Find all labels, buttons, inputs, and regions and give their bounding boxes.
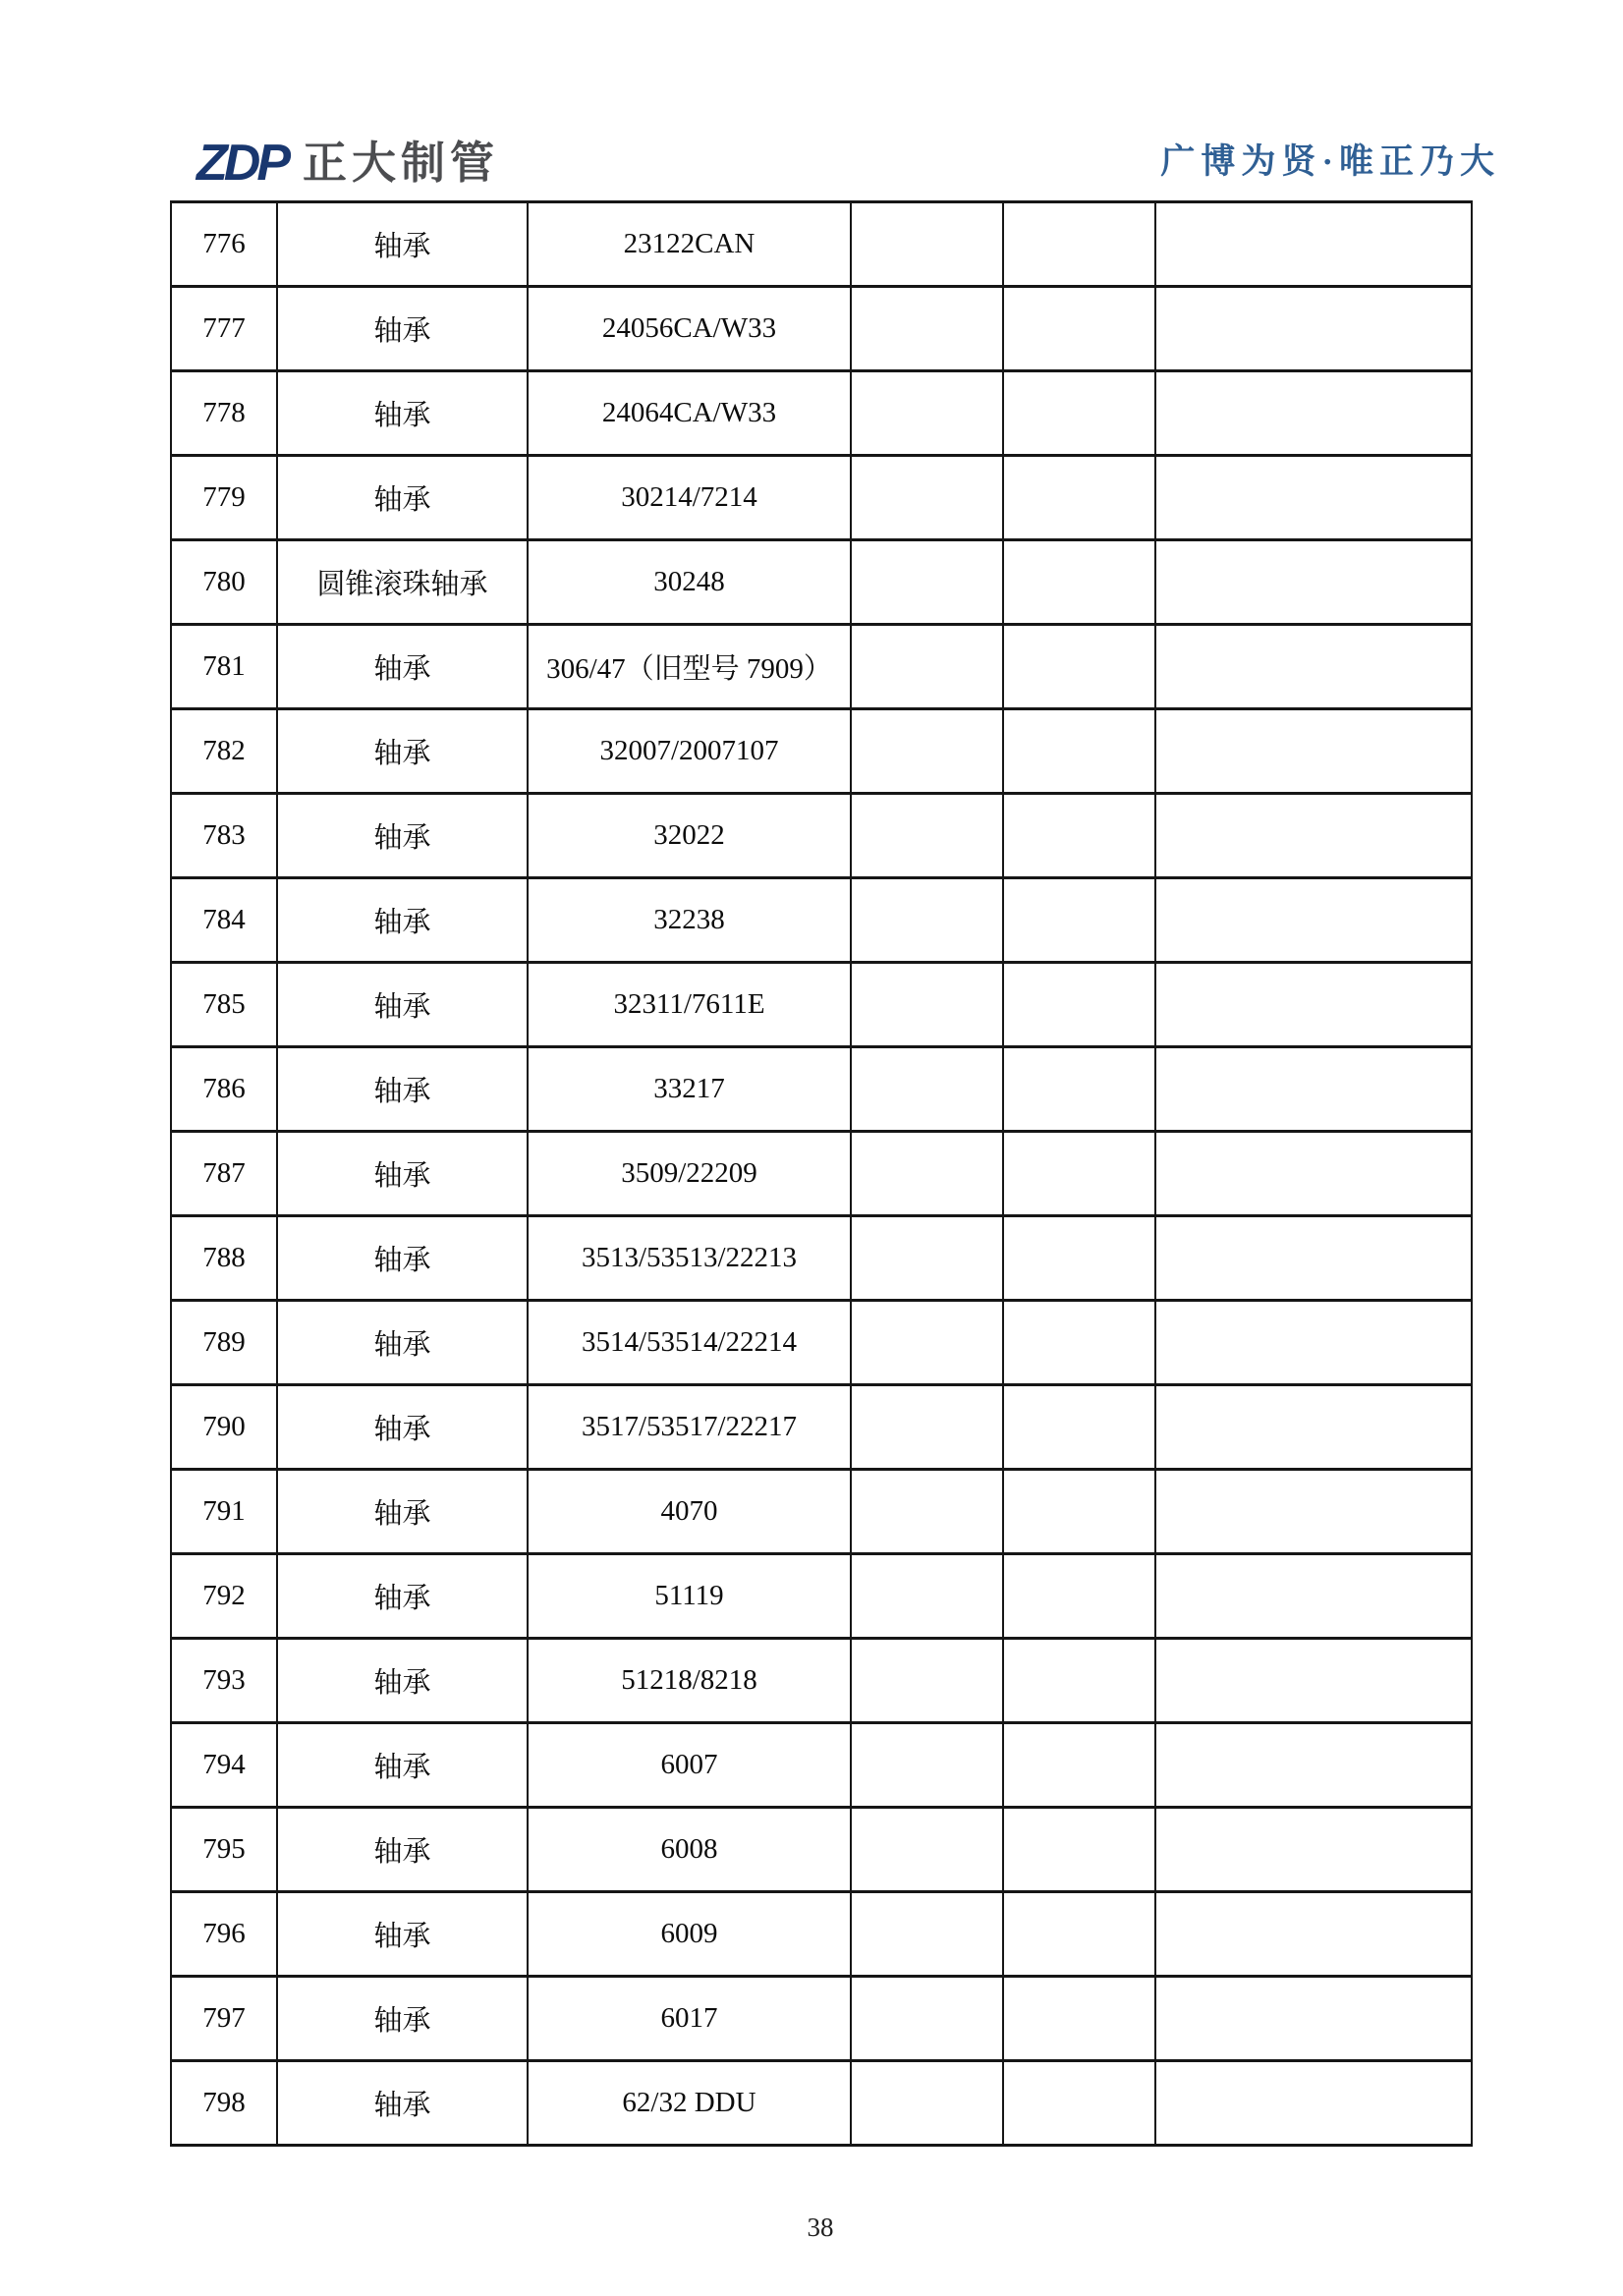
cell-blank-3 bbox=[1155, 878, 1472, 963]
cell-part-name: 轴承 bbox=[277, 456, 528, 540]
cell-part-name: 轴承 bbox=[277, 202, 528, 287]
cell-blank-3 bbox=[1155, 2061, 1472, 2146]
cell-blank-2 bbox=[1003, 202, 1155, 287]
cell-part-name: 轴承 bbox=[277, 1639, 528, 1723]
cell-part-name: 轴承 bbox=[277, 1385, 528, 1470]
table-row bbox=[171, 287, 1472, 371]
cell-blank-2 bbox=[1003, 2061, 1155, 2146]
cell-blank-3 bbox=[1155, 1385, 1472, 1470]
cell-blank-2 bbox=[1003, 1385, 1155, 1470]
cell-blank-1 bbox=[851, 1216, 1003, 1301]
cell-index: 789 bbox=[171, 1301, 277, 1385]
cell-blank-3 bbox=[1155, 1977, 1472, 2061]
cell-part-model: 32007/2007107 bbox=[528, 709, 851, 794]
cell-part-model: 306/47（旧型号 7909） bbox=[528, 625, 851, 709]
cell-blank-1 bbox=[851, 456, 1003, 540]
cell-index: 798 bbox=[171, 2061, 277, 2146]
cell-part-name: 轴承 bbox=[277, 2061, 528, 2146]
cell-part-model: 24056CA/W33 bbox=[528, 287, 851, 371]
cell-blank-1 bbox=[851, 1132, 1003, 1216]
cell-blank-1 bbox=[851, 1301, 1003, 1385]
cell-index: 794 bbox=[171, 1723, 277, 1808]
cell-blank-2 bbox=[1003, 1639, 1155, 1723]
company-logo bbox=[196, 136, 499, 191]
cell-index: 790 bbox=[171, 1385, 277, 1470]
cell-blank-1 bbox=[851, 371, 1003, 456]
cell-part-model: 33217 bbox=[528, 1047, 851, 1132]
table-row bbox=[171, 963, 1472, 1047]
table-row bbox=[171, 1639, 1472, 1723]
cell-index: 781 bbox=[171, 625, 277, 709]
cell-index: 793 bbox=[171, 1639, 277, 1723]
cell-part-model: 6008 bbox=[528, 1808, 851, 1892]
cell-blank-3 bbox=[1155, 1554, 1472, 1639]
table-row bbox=[171, 1047, 1472, 1132]
cell-blank-2 bbox=[1003, 1132, 1155, 1216]
cell-part-name: 轴承 bbox=[277, 625, 528, 709]
cell-index: 779 bbox=[171, 456, 277, 540]
cell-blank-3 bbox=[1155, 287, 1472, 371]
cell-blank-3 bbox=[1155, 625, 1472, 709]
cell-blank-2 bbox=[1003, 794, 1155, 878]
cell-part-model: 30214/7214 bbox=[528, 456, 851, 540]
cell-part-model: 30248 bbox=[528, 540, 851, 625]
cell-blank-1 bbox=[851, 1808, 1003, 1892]
table-row bbox=[171, 794, 1472, 878]
cell-part-model: 3513/53513/22213 bbox=[528, 1216, 851, 1301]
cell-blank-2 bbox=[1003, 1470, 1155, 1554]
cell-blank-1 bbox=[851, 1554, 1003, 1639]
cell-part-name: 轴承 bbox=[277, 371, 528, 456]
cell-blank-3 bbox=[1155, 1047, 1472, 1132]
cell-part-model: 23122CAN bbox=[528, 202, 851, 287]
cell-part-name: 轴承 bbox=[277, 1216, 528, 1301]
cell-blank-1 bbox=[851, 625, 1003, 709]
cell-part-model: 3509/22209 bbox=[528, 1132, 851, 1216]
cell-part-model: 4070 bbox=[528, 1470, 851, 1554]
cell-blank-1 bbox=[851, 1470, 1003, 1554]
cell-index: 796 bbox=[171, 1892, 277, 1977]
table-row bbox=[171, 2061, 1472, 2146]
cell-index: 791 bbox=[171, 1470, 277, 1554]
cell-part-name: 轴承 bbox=[277, 1892, 528, 1977]
header-slogan: 广博为贤·唯正乃大 bbox=[1160, 142, 1500, 181]
cell-blank-3 bbox=[1155, 963, 1472, 1047]
cell-blank-1 bbox=[851, 1639, 1003, 1723]
cell-part-model: 6007 bbox=[528, 1723, 851, 1808]
cell-blank-2 bbox=[1003, 1808, 1155, 1892]
table-row bbox=[171, 202, 1472, 287]
cell-blank-2 bbox=[1003, 1977, 1155, 2061]
cell-index: 795 bbox=[171, 1808, 277, 1892]
cell-part-model: 3514/53514/22214 bbox=[528, 1301, 851, 1385]
cell-blank-3 bbox=[1155, 1808, 1472, 1892]
parts-table bbox=[170, 200, 1473, 2147]
cell-index: 782 bbox=[171, 709, 277, 794]
table-row bbox=[171, 1977, 1472, 2061]
cell-blank-1 bbox=[851, 1892, 1003, 1977]
table-row bbox=[171, 1385, 1472, 1470]
cell-index: 792 bbox=[171, 1554, 277, 1639]
cell-index: 778 bbox=[171, 371, 277, 456]
cell-index: 787 bbox=[171, 1132, 277, 1216]
cell-part-model: 51119 bbox=[528, 1554, 851, 1639]
cell-part-model: 32022 bbox=[528, 794, 851, 878]
table-row bbox=[171, 1216, 1472, 1301]
cell-part-name: 轴承 bbox=[277, 709, 528, 794]
cell-part-model: 6017 bbox=[528, 1977, 851, 2061]
cell-blank-2 bbox=[1003, 287, 1155, 371]
cell-part-name: 轴承 bbox=[277, 878, 528, 963]
cell-blank-1 bbox=[851, 202, 1003, 287]
cell-part-name: 轴承 bbox=[277, 1808, 528, 1892]
cell-part-model: 32238 bbox=[528, 878, 851, 963]
cell-blank-2 bbox=[1003, 1301, 1155, 1385]
cell-blank-2 bbox=[1003, 1047, 1155, 1132]
cell-blank-3 bbox=[1155, 456, 1472, 540]
cell-blank-3 bbox=[1155, 709, 1472, 794]
table-row bbox=[171, 1301, 1472, 1385]
cell-part-name: 轴承 bbox=[277, 1047, 528, 1132]
table-row bbox=[171, 1892, 1472, 1977]
table-row bbox=[171, 625, 1472, 709]
table-row bbox=[171, 1132, 1472, 1216]
cell-index: 777 bbox=[171, 287, 277, 371]
cell-part-name: 轴承 bbox=[277, 1723, 528, 1808]
cell-part-name: 轴承 bbox=[277, 1977, 528, 2061]
cell-blank-1 bbox=[851, 2061, 1003, 2146]
cell-blank-1 bbox=[851, 1723, 1003, 1808]
cell-part-model: 6009 bbox=[528, 1892, 851, 1977]
cell-blank-3 bbox=[1155, 1892, 1472, 1977]
cell-blank-1 bbox=[851, 794, 1003, 878]
cell-blank-2 bbox=[1003, 709, 1155, 794]
cell-blank-2 bbox=[1003, 625, 1155, 709]
cell-index: 784 bbox=[171, 878, 277, 963]
cell-blank-2 bbox=[1003, 540, 1155, 625]
cell-part-model: 24064CA/W33 bbox=[528, 371, 851, 456]
cell-blank-3 bbox=[1155, 1216, 1472, 1301]
cell-blank-3 bbox=[1155, 540, 1472, 625]
cell-index: 783 bbox=[171, 794, 277, 878]
cell-blank-1 bbox=[851, 1977, 1003, 2061]
cell-index: 780 bbox=[171, 540, 277, 625]
cell-index: 776 bbox=[171, 202, 277, 287]
cell-blank-2 bbox=[1003, 963, 1155, 1047]
cell-index: 786 bbox=[171, 1047, 277, 1132]
table-row bbox=[171, 540, 1472, 625]
cell-blank-3 bbox=[1155, 1132, 1472, 1216]
table-row bbox=[171, 1554, 1472, 1639]
cell-blank-2 bbox=[1003, 1892, 1155, 1977]
table-row bbox=[171, 456, 1472, 540]
table-row bbox=[171, 371, 1472, 456]
cell-blank-2 bbox=[1003, 878, 1155, 963]
cell-blank-2 bbox=[1003, 1216, 1155, 1301]
cell-part-name: 圆锥滚珠轴承 bbox=[277, 540, 528, 625]
cell-blank-1 bbox=[851, 709, 1003, 794]
cell-blank-1 bbox=[851, 287, 1003, 371]
cell-blank-1 bbox=[851, 1385, 1003, 1470]
cell-blank-2 bbox=[1003, 456, 1155, 540]
cell-blank-3 bbox=[1155, 1470, 1472, 1554]
cell-blank-3 bbox=[1155, 794, 1472, 878]
cell-part-name: 轴承 bbox=[277, 1132, 528, 1216]
cell-blank-1 bbox=[851, 963, 1003, 1047]
table-row bbox=[171, 1470, 1472, 1554]
cell-index: 785 bbox=[171, 963, 277, 1047]
cell-part-name: 轴承 bbox=[277, 794, 528, 878]
table-row bbox=[171, 1808, 1472, 1892]
logo-company-name: 正大制管 bbox=[303, 138, 500, 188]
cell-part-name: 轴承 bbox=[277, 1301, 528, 1385]
cell-part-model: 32311/7611E bbox=[528, 963, 851, 1047]
table-row bbox=[171, 709, 1472, 794]
cell-blank-1 bbox=[851, 878, 1003, 963]
cell-blank-3 bbox=[1155, 1639, 1472, 1723]
cell-blank-1 bbox=[851, 1047, 1003, 1132]
cell-part-name: 轴承 bbox=[277, 1470, 528, 1554]
cell-blank-3 bbox=[1155, 1301, 1472, 1385]
cell-blank-2 bbox=[1003, 1554, 1155, 1639]
cell-index: 788 bbox=[171, 1216, 277, 1301]
cell-index: 797 bbox=[171, 1977, 277, 2061]
cell-part-model: 3517/53517/22217 bbox=[528, 1385, 851, 1470]
cell-blank-3 bbox=[1155, 371, 1472, 456]
parts-table-body bbox=[171, 202, 1472, 2146]
cell-part-name: 轴承 bbox=[277, 963, 528, 1047]
cell-blank-3 bbox=[1155, 1723, 1472, 1808]
cell-part-name: 轴承 bbox=[277, 1554, 528, 1639]
cell-part-model: 62/32 DDU bbox=[528, 2061, 851, 2146]
cell-blank-3 bbox=[1155, 202, 1472, 287]
cell-blank-2 bbox=[1003, 371, 1155, 456]
page-number: 38 bbox=[807, 2212, 834, 2242]
cell-part-name: 轴承 bbox=[277, 287, 528, 371]
logo-zdp-mark: ZDP bbox=[196, 135, 287, 192]
table-row bbox=[171, 1723, 1472, 1808]
cell-blank-1 bbox=[851, 540, 1003, 625]
cell-blank-2 bbox=[1003, 1723, 1155, 1808]
cell-part-model: 51218/8218 bbox=[528, 1639, 851, 1723]
table-row bbox=[171, 878, 1472, 963]
